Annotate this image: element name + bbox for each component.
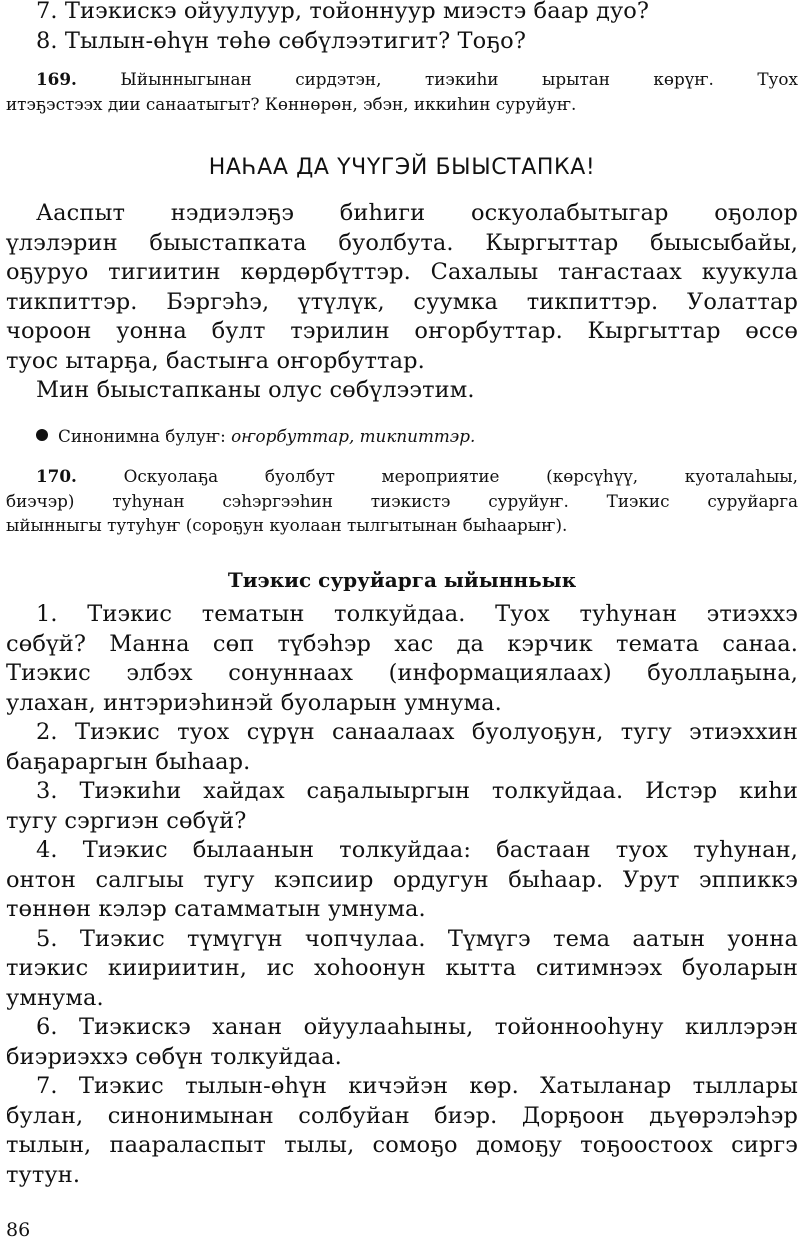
paragraph-line: үлэлэрин быыстапката буолбута. Кыргыттар быысыбайы,	[6, 229, 798, 256]
top-questions	[36, 0, 798, 56]
guide-item-2: 2. Тиэкис туох сүрүн санаалаах буолуоҕун, тугу этиэххин баҕараргын быһаар.	[6, 719, 798, 775]
guide-subheading: Тиэкис суруйарга ыйынньык	[227, 568, 577, 592]
question-8: 8. Тылын-өһүн төһө сөбүлээтигит? Тоҕо?	[36, 27, 526, 54]
guide-item-7: 7. Тиэкис тылын-өһүн кичэйэн көр. Хатыланар тыллары булан, синонимынан солбуйан биэр. Дорҕоон дьүөрэлэһэр тылын, паараласпыт тылы, сомоҕо домоҕу тоҕоостоох сиргэ тутун.	[6, 1073, 798, 1188]
exercise-170-number: 170.	[36, 466, 77, 486]
guide-list	[6, 600, 798, 1190]
paragraph-line: оҕуруо тигиитин көрдөрбүттэр. Сахалыы таҥастаах куукула	[6, 259, 798, 285]
question-7: 7. Тиэкискэ ойуулуур, тойоннуур миэстэ баар дуо?	[36, 0, 650, 24]
bullet-icon	[36, 429, 48, 441]
exercise-169-line-2: итэҕэстээх дии санаатыгыт? Көннөрөн, эбэн, иккиһин суруйуҥ.	[6, 93, 577, 114]
exercise-170-line-2: биэчэр) туһунан сэһэргээһин тиэкистэ суруйуҥ. Тиэкис суруйарга	[6, 490, 798, 511]
guide-item-1: 1. Тиэкис тематын толкуйдаа. Туох туһунан этиэххэ сөбүй? Манна сөп түбэһэр хас да кэрчик темата санаа. Тиэкис элбэх сонуннаах (информациялаах) буоллаҕына, улахан, интэриэһинэй буоларын умнума.	[6, 601, 798, 716]
page-number: 86	[6, 1219, 31, 1241]
synonym-words: оҥорбуттар, тикпиттэр.	[231, 426, 476, 446]
exercise-169-line-1: Ыйынныгынан сирдэтэн, тиэкиһи ырытан көрүҥ. Туох	[120, 69, 798, 89]
exercise-169-number: 169.	[36, 69, 77, 89]
paragraph-line: тикпиттэр. Бэргэһэ, үтүлүк, суумка тикпиттэр. Уолаттар	[6, 288, 798, 315]
exercise-170-line-3: ыйынныгы тутуһуҥ (сороҕун куолаан тылгытынан быһаарыҥ).	[6, 515, 568, 535]
exercise-170-line-1: Оскуолаҕа буолбут мероприятие (көрсүһүү, куоталаһыы,	[123, 466, 798, 486]
paragraph-last-line: Мин быыстапканы олус сөбүлээтим.	[36, 377, 475, 403]
paragraph-line: чороон уонна булт тэрилин оҥорбуттар. Кыргыттар өссө	[6, 318, 798, 344]
synonym-task	[36, 424, 798, 449]
exhibition-paragraph	[6, 199, 798, 406]
paragraph-line: Ааспыт нэдиэлэҕэ биһиги оскуолабытыгар оҕолор	[36, 200, 798, 226]
exercise-170	[6, 464, 798, 538]
guide-item-3: 3. Тиэкиһи хайдах саҕалыыргын толкуйдаа. Истэр киһи тугу сэргиэн сөбүй?	[6, 778, 798, 834]
section-heading: НАҺАА ДА ҮЧҮГЭЙ БЫЫСТАПКА!	[208, 155, 596, 180]
exercise-169	[6, 67, 798, 116]
synonym-label: Синонимна булуҥ:	[58, 426, 226, 446]
guide-item-5: 5. Тиэкис түмүгүн чопчулаа. Түмүгэ тема аатын уонна тиэкис киириитин, ис хоһоонун кытта ситимнээх буоларын умнума.	[6, 925, 798, 1011]
paragraph-line: туос ытарҕа, бастыҥа оҥорбуттар.	[6, 347, 425, 374]
guide-item-4: 4. Тиэкис былаанын толкуйдаа: бастаан туох туһунан, онтон салгыы тугу кэпсиир ордугун быһаар. Урут эппиккэ төннөн кэлэр сатамматын умнума.	[6, 837, 798, 922]
guide-item-6: 6. Тиэкискэ ханан ойуулааһыны, тойоннооһуну киллэрэн биэриэххэ сөбүн толкуйдаа.	[6, 1014, 798, 1070]
